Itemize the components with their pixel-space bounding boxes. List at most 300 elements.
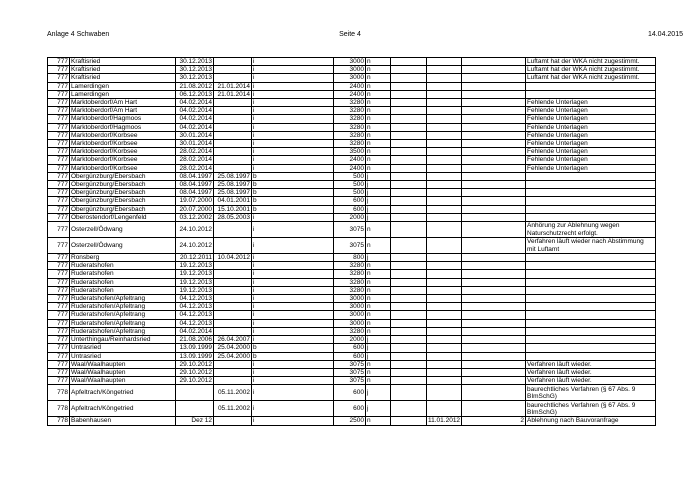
cell-approval-date <box>214 303 252 311</box>
cell-count <box>462 82 526 90</box>
cell-approval-date <box>214 123 252 131</box>
cell-count <box>462 90 526 98</box>
cell-approval-date: 21.01.2014 <box>214 90 252 98</box>
cell-application-date: 20.12.2011 <box>176 254 214 262</box>
cell-application-date: Dez 12 <box>176 417 214 425</box>
cell-location: Waal/Waalhaupten <box>70 360 176 368</box>
cell-procedure-type: i <box>252 303 334 311</box>
cell-status-flag: j <box>366 344 391 352</box>
cell-number: 777 <box>48 319 70 327</box>
cell-capacity: 3500 <box>334 148 366 156</box>
cell-location: Oberostendorf/Lengenfeld <box>70 213 176 221</box>
cell-decision-date <box>427 172 462 180</box>
cell-number: 777 <box>48 360 70 368</box>
table-row <box>48 319 656 327</box>
cell-count <box>462 327 526 335</box>
table-row <box>48 181 656 189</box>
cell-status-flag: n <box>366 368 391 376</box>
cell-empty <box>391 352 427 360</box>
cell-approval-date <box>214 262 252 270</box>
cell-empty <box>391 327 427 335</box>
cell-application-date: 28.02.2014 <box>176 164 214 172</box>
cell-procedure-type: i <box>252 148 334 156</box>
cell-capacity: 2000 <box>334 336 366 344</box>
cell-status-flag: n <box>366 90 391 98</box>
cell-decision-date <box>427 278 462 286</box>
cell-count <box>462 262 526 270</box>
cell-remark <box>526 213 656 221</box>
cell-number: 777 <box>48 295 70 303</box>
cell-empty <box>391 336 427 344</box>
cell-count <box>462 197 526 205</box>
cell-number: 777 <box>48 99 70 107</box>
cell-status-flag: n <box>366 360 391 368</box>
cell-application-date <box>176 385 214 401</box>
cell-approval-date <box>214 222 252 238</box>
cell-number: 777 <box>48 222 70 238</box>
header-date: 14.04.2015 <box>647 31 683 38</box>
cell-number: 777 <box>48 270 70 278</box>
cell-empty <box>391 401 427 417</box>
cell-status-flag: j <box>366 172 391 180</box>
table-row <box>48 107 656 115</box>
cell-empty <box>391 278 427 286</box>
cell-decision-date <box>427 360 462 368</box>
cell-status-flag: n <box>366 74 391 82</box>
cell-empty <box>391 360 427 368</box>
cell-approval-date <box>214 148 252 156</box>
table-row <box>48 352 656 360</box>
cell-approval-date <box>214 377 252 385</box>
cell-empty <box>391 164 427 172</box>
cell-procedure-type: i <box>252 213 334 221</box>
cell-procedure-type: i <box>252 164 334 172</box>
cell-decision-date <box>427 66 462 74</box>
cell-procedure-type: b <box>252 181 334 189</box>
cell-empty <box>391 303 427 311</box>
cell-capacity: 3075 <box>334 368 366 376</box>
cell-empty <box>391 107 427 115</box>
cell-status-flag: j <box>366 181 391 189</box>
cell-count <box>462 344 526 352</box>
cell-count <box>462 140 526 148</box>
cell-status-flag: n <box>366 377 391 385</box>
table-row <box>48 238 656 254</box>
cell-remark <box>526 197 656 205</box>
cell-capacity: 3280 <box>334 131 366 139</box>
cell-status-flag: j <box>366 352 391 360</box>
cell-approval-date: 25.08.1997 <box>214 181 252 189</box>
cell-decision-date <box>427 368 462 376</box>
cell-remark <box>526 181 656 189</box>
cell-application-date: 28.02.2014 <box>176 156 214 164</box>
table-row <box>48 336 656 344</box>
cell-status-flag: n <box>366 270 391 278</box>
cell-empty <box>391 123 427 131</box>
cell-empty <box>391 148 427 156</box>
cell-location: Marktoberdorf/Korbsee <box>70 156 176 164</box>
cell-status-flag: j <box>366 197 391 205</box>
cell-location: Ruderatshofen <box>70 262 176 270</box>
cell-capacity: 3280 <box>334 107 366 115</box>
cell-capacity: 2400 <box>334 164 366 172</box>
cell-count <box>462 131 526 139</box>
cell-application-date: 08.04.1997 <box>176 181 214 189</box>
cell-status-flag: n <box>366 238 391 254</box>
cell-remark: Fehlende Unterlagen <box>526 156 656 164</box>
cell-approval-date: 25.04.2000 <box>214 352 252 360</box>
table-row <box>48 66 656 74</box>
cell-remark: Fehlende Unterlagen <box>526 131 656 139</box>
header-left: Anlage 4 Schwaben <box>47 31 110 38</box>
cell-status-flag: n <box>366 66 391 74</box>
cell-number: 777 <box>48 181 70 189</box>
cell-capacity: 3280 <box>334 327 366 335</box>
cell-remark <box>526 278 656 286</box>
cell-remark <box>526 303 656 311</box>
cell-count <box>462 352 526 360</box>
cell-application-date: 19.12.2013 <box>176 270 214 278</box>
cell-approval-date <box>214 286 252 294</box>
cell-number: 777 <box>48 286 70 294</box>
cell-location: Ruderatshofen/Apfeltrang <box>70 295 176 303</box>
cell-location: Marktoberdorf/Korbsee <box>70 148 176 156</box>
cell-application-date: 29.10.2012 <box>176 368 214 376</box>
cell-procedure-type: i <box>252 222 334 238</box>
cell-number: 777 <box>48 148 70 156</box>
cell-location: Marktoberdorf/Korbsee <box>70 164 176 172</box>
table-row <box>48 360 656 368</box>
table-row <box>48 164 656 172</box>
cell-status-flag: j <box>366 385 391 401</box>
cell-approval-date <box>214 115 252 123</box>
table-row <box>48 156 656 164</box>
cell-empty <box>391 311 427 319</box>
cell-location: Ruderatshofen <box>70 270 176 278</box>
cell-procedure-type: i <box>252 278 334 286</box>
table-row <box>48 222 656 238</box>
cell-count <box>462 213 526 221</box>
cell-location: Unterthingau/Reinhardsried <box>70 336 176 344</box>
cell-empty <box>391 222 427 238</box>
cell-capacity: 3075 <box>334 377 366 385</box>
cell-capacity: 3075 <box>334 222 366 238</box>
cell-decision-date <box>427 385 462 401</box>
cell-status-flag: n <box>366 115 391 123</box>
cell-status-flag: n <box>366 417 391 425</box>
cell-decision-date <box>427 295 462 303</box>
cell-empty <box>391 172 427 180</box>
cell-location: Kraftisried <box>70 58 176 66</box>
cell-procedure-type: i <box>252 131 334 139</box>
table-row <box>48 148 656 156</box>
cell-decision-date <box>427 156 462 164</box>
cell-capacity: 600 <box>334 352 366 360</box>
cell-status-flag: n <box>366 107 391 115</box>
cell-capacity: 3075 <box>334 238 366 254</box>
cell-approval-date <box>214 74 252 82</box>
cell-approval-date: 05.11.2002 <box>214 401 252 417</box>
cell-location: Apfeltrach/Köngetried <box>70 385 176 401</box>
cell-empty <box>391 189 427 197</box>
cell-approval-date: 10.04.2012 <box>214 254 252 262</box>
cell-location: Obergünzburg/Ebersbach <box>70 172 176 180</box>
cell-number: 777 <box>48 205 70 213</box>
table-row <box>48 213 656 221</box>
cell-status-flag: n <box>366 58 391 66</box>
cell-procedure-type: i <box>252 311 334 319</box>
cell-count <box>462 222 526 238</box>
cell-approval-date <box>214 278 252 286</box>
cell-number: 777 <box>48 344 70 352</box>
cell-location: Obergünzburg/Ebersbach <box>70 197 176 205</box>
cell-location: Marktoberdorf/Am Hart <box>70 99 176 107</box>
table-row <box>48 123 656 131</box>
cell-capacity: 3000 <box>334 58 366 66</box>
cell-empty <box>391 115 427 123</box>
cell-status-flag: n <box>366 278 391 286</box>
cell-procedure-type: b <box>252 197 334 205</box>
cell-application-date: 19.12.2013 <box>176 262 214 270</box>
cell-count <box>462 115 526 123</box>
cell-remark <box>526 295 656 303</box>
cell-procedure-type: i <box>252 58 334 66</box>
cell-number: 777 <box>48 115 70 123</box>
cell-number: 777 <box>48 123 70 131</box>
cell-empty <box>391 344 427 352</box>
cell-decision-date <box>427 319 462 327</box>
cell-procedure-type: i <box>252 295 334 303</box>
cell-application-date: 30.12.2013 <box>176 66 214 74</box>
cell-location: Untrasried <box>70 352 176 360</box>
cell-location: Waal/Waalhaupten <box>70 377 176 385</box>
cell-number: 777 <box>48 140 70 148</box>
cell-count <box>462 148 526 156</box>
cell-remark: Luftamt hat der WKA nicht zugestimmt. <box>526 74 656 82</box>
cell-empty <box>391 254 427 262</box>
cell-application-date: 04.02.2014 <box>176 327 214 335</box>
cell-empty <box>391 82 427 90</box>
cell-approval-date <box>214 368 252 376</box>
cell-number: 777 <box>48 303 70 311</box>
cell-location: Osterzell/Ödwang <box>70 238 176 254</box>
table-row <box>48 401 656 417</box>
cell-procedure-type: i <box>252 319 334 327</box>
cell-application-date: 04.12.2013 <box>176 311 214 319</box>
cell-application-date: 21.08.2006 <box>176 336 214 344</box>
cell-number: 777 <box>48 327 70 335</box>
cell-location: Marktoberdorf/Korbsee <box>70 131 176 139</box>
cell-procedure-type: i <box>252 327 334 335</box>
cell-number: 777 <box>48 131 70 139</box>
cell-procedure-type: i <box>252 74 334 82</box>
table-row <box>48 205 656 213</box>
cell-application-date: 29.10.2012 <box>176 377 214 385</box>
table-row <box>48 295 656 303</box>
cell-count <box>462 278 526 286</box>
table-row <box>48 303 656 311</box>
cell-count <box>462 205 526 213</box>
cell-approval-date <box>214 238 252 254</box>
cell-remark <box>526 172 656 180</box>
table-row <box>48 99 656 107</box>
cell-status-flag: j <box>366 205 391 213</box>
cell-procedure-type: i <box>252 286 334 294</box>
cell-approval-date <box>214 327 252 335</box>
cell-count <box>462 156 526 164</box>
cell-location: Ronsberg <box>70 254 176 262</box>
cell-approval-date <box>214 295 252 303</box>
cell-count: 2 <box>462 417 526 425</box>
cell-number: 777 <box>48 213 70 221</box>
cell-procedure-type: i <box>252 66 334 74</box>
cell-status-flag: j <box>366 336 391 344</box>
cell-approval-date: 25.08.1997 <box>214 189 252 197</box>
cell-empty <box>391 58 427 66</box>
cell-capacity: 600 <box>334 205 366 213</box>
cell-procedure-type: i <box>252 99 334 107</box>
cell-count <box>462 181 526 189</box>
cell-count <box>462 254 526 262</box>
cell-status-flag: n <box>366 286 391 294</box>
cell-application-date: 06.12.2013 <box>176 90 214 98</box>
cell-application-date: 13.09.1999 <box>176 344 214 352</box>
cell-capacity: 3000 <box>334 319 366 327</box>
cell-location: Ruderatshofen <box>70 286 176 294</box>
table-row <box>48 417 656 425</box>
cell-status-flag: n <box>366 131 391 139</box>
cell-procedure-type: i <box>252 262 334 270</box>
cell-application-date: 08.04.1997 <box>176 172 214 180</box>
cell-capacity: 3000 <box>334 295 366 303</box>
cell-location: Marktoberdorf/Am Hart <box>70 107 176 115</box>
cell-capacity: 2000 <box>334 213 366 221</box>
cell-approval-date: 25.04.2000 <box>214 344 252 352</box>
cell-empty <box>391 197 427 205</box>
cell-number: 777 <box>48 107 70 115</box>
cell-count <box>462 336 526 344</box>
cell-remark: Verfahren läuft wieder nach Abstimmung mit Luftamt <box>526 238 656 254</box>
cell-capacity: 3280 <box>334 286 366 294</box>
cell-decision-date <box>427 58 462 66</box>
cell-application-date: 04.02.2014 <box>176 123 214 131</box>
cell-remark: Fehlende Unterlagen <box>526 107 656 115</box>
cell-remark <box>526 82 656 90</box>
cell-procedure-type: b <box>252 205 334 213</box>
table-row <box>48 377 656 385</box>
cell-location: Waal/Waalhaupten <box>70 368 176 376</box>
table-row <box>48 385 656 401</box>
cell-empty <box>391 140 427 148</box>
cell-location: Babenhausen <box>70 417 176 425</box>
cell-application-date: 04.02.2014 <box>176 99 214 107</box>
cell-remark <box>526 336 656 344</box>
cell-capacity: 3000 <box>334 66 366 74</box>
table-row <box>48 344 656 352</box>
cell-capacity: 600 <box>334 344 366 352</box>
cell-approval-date <box>214 58 252 66</box>
cell-status-flag: n <box>366 311 391 319</box>
cell-procedure-type: i <box>252 90 334 98</box>
cell-decision-date <box>427 99 462 107</box>
cell-procedure-type: i <box>252 156 334 164</box>
cell-decision-date: 11.01.2012 <box>428 417 461 425</box>
cell-procedure-type: b <box>252 344 334 352</box>
cell-approval-date <box>214 107 252 115</box>
cell-approval-date: 05.11.2002 <box>214 385 252 401</box>
cell-remark <box>526 270 656 278</box>
cell-status-flag: j <box>366 254 391 262</box>
cell-decision-date <box>427 74 462 82</box>
cell-number: 778 <box>48 417 70 425</box>
cell-remark <box>526 262 656 270</box>
table-row <box>48 140 656 148</box>
cell-number: 777 <box>48 377 70 385</box>
cell-approval-date: 21.01.2014 <box>214 82 252 90</box>
cell-remark <box>526 319 656 327</box>
cell-approval-date <box>214 99 252 107</box>
cell-empty <box>391 377 427 385</box>
cell-number: 777 <box>48 66 70 74</box>
cell-location: Kraftisried <box>70 74 176 82</box>
cell-remark: Ablehnung nach Bauvoranfrage <box>526 417 656 425</box>
cell-status-flag: n <box>366 262 391 270</box>
cell-procedure-type: b <box>252 172 334 180</box>
table-row <box>48 286 656 294</box>
cell-application-date: 03.12.2002 <box>176 213 214 221</box>
cell-location: Ruderatshofen/Apfeltrang <box>70 319 176 327</box>
cell-count <box>462 189 526 197</box>
cell-number: 777 <box>48 172 70 180</box>
cell-empty <box>391 66 427 74</box>
cell-number: 777 <box>48 90 70 98</box>
cell-remark <box>526 189 656 197</box>
cell-decision-date <box>427 401 462 417</box>
cell-procedure-type: i <box>252 254 334 262</box>
cell-procedure-type: i <box>252 115 334 123</box>
cell-remark <box>526 254 656 262</box>
cell-remark: Fehlende Unterlagen <box>526 164 656 172</box>
cell-number: 777 <box>48 336 70 344</box>
cell-number: 778 <box>48 385 70 401</box>
cell-count <box>462 286 526 294</box>
cell-decision-date <box>427 148 462 156</box>
cell-application-date: 30.12.2013 <box>176 58 214 66</box>
cell-application-date: 24.10.2012 <box>176 238 214 254</box>
cell-location: Lamerdingen <box>70 90 176 98</box>
cell-approval-date <box>214 164 252 172</box>
cell-location: Apfeltrach/Köngetried <box>70 401 176 417</box>
cell-capacity: 2500 <box>334 417 366 425</box>
cell-location: Marktoberdorf/Hagmoos <box>70 123 176 131</box>
cell-capacity: 3280 <box>334 278 366 286</box>
table-row <box>48 189 656 197</box>
cell-procedure-type: i <box>252 140 334 148</box>
cell-application-date: 04.12.2013 <box>176 303 214 311</box>
table-row <box>48 311 656 319</box>
cell-count <box>462 58 526 66</box>
cell-capacity: 500 <box>334 172 366 180</box>
cell-procedure-type: i <box>252 82 334 90</box>
table-row <box>48 82 656 90</box>
cell-decision-date <box>427 336 462 344</box>
cell-approval-date <box>214 270 252 278</box>
table-row <box>48 254 656 262</box>
cell-location: Obergünzburg/Ebersbach <box>70 205 176 213</box>
cell-procedure-type: b <box>252 189 334 197</box>
cell-status-flag: n <box>366 327 391 335</box>
cell-empty <box>391 295 427 303</box>
